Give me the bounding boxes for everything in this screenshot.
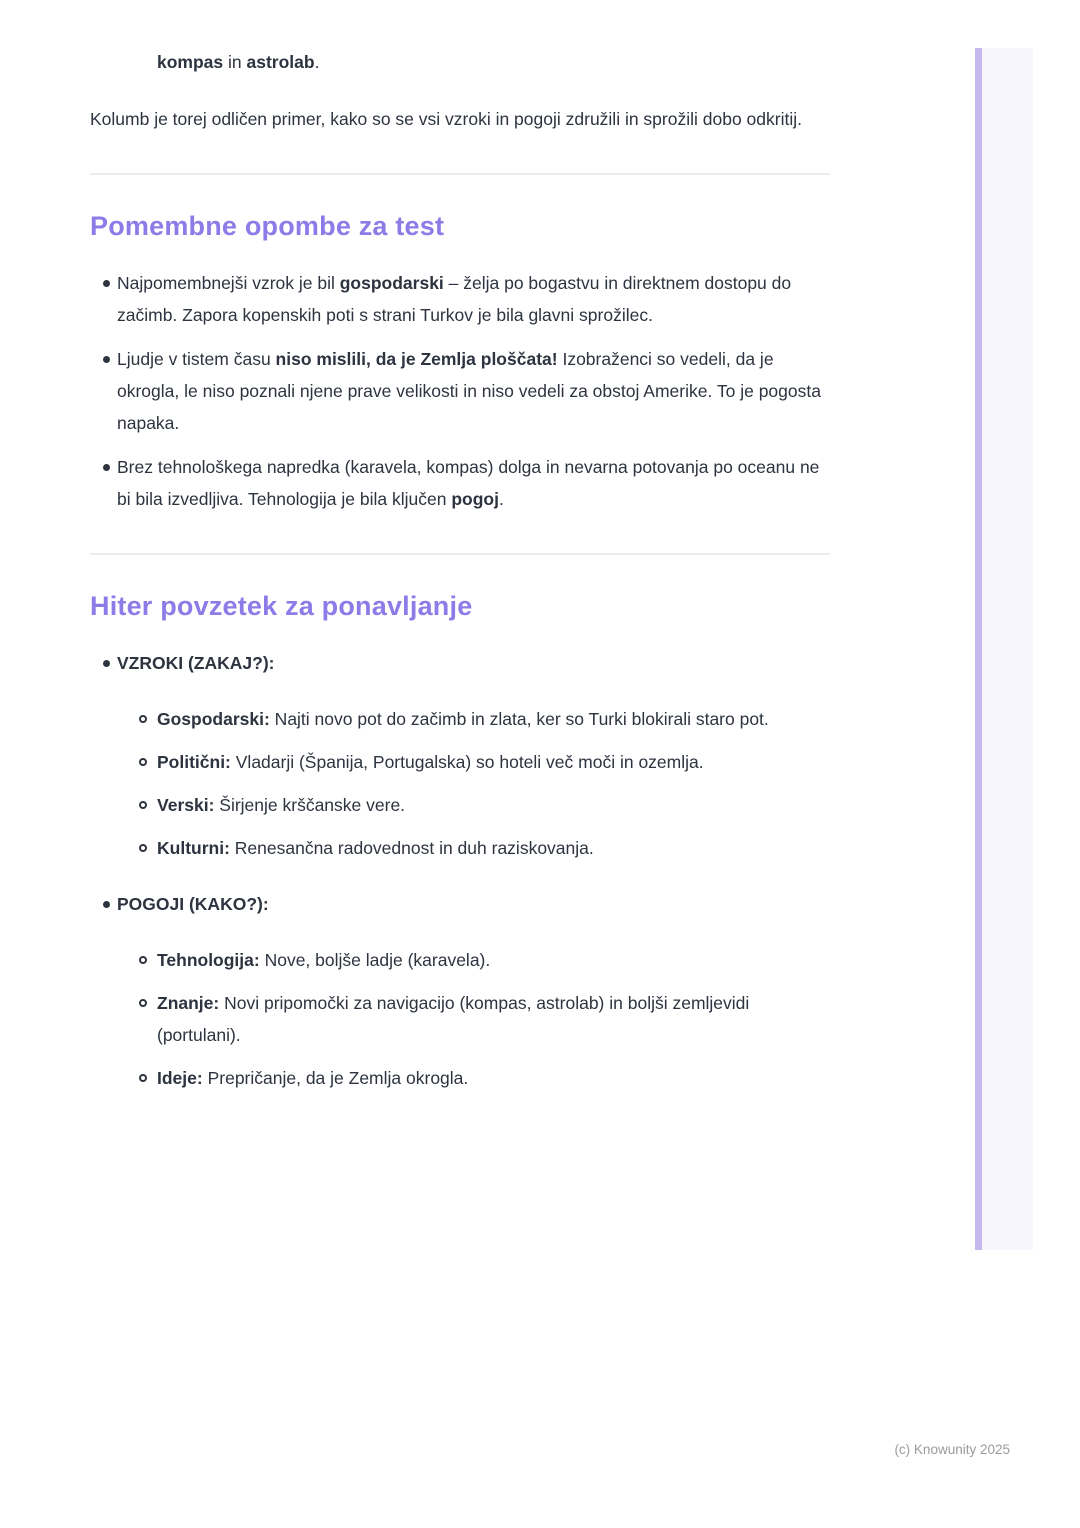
sublist-item xyxy=(117,1062,830,1094)
copyright-notice: (c) Knowunity 2025 xyxy=(894,1442,1010,1457)
next-page-edge-bar xyxy=(975,48,982,1250)
sublist-item xyxy=(117,789,830,821)
list-item-pogoji xyxy=(90,888,830,1106)
sublist-item-text: Tehnologija: Nove, boljše ladje (karavela). xyxy=(157,950,491,970)
section-divider xyxy=(90,553,830,555)
section-heading-summary: Hiter povzetek za ponavljanje xyxy=(90,591,473,621)
sublist-item xyxy=(117,703,830,735)
list-item-text: Najpomembnejši vzrok je bil gospodarski – želja po bogastvu in direktnem dostopu do začimb. Zapora kopenskih poti s strani Turkov je bila glavni sprožilec. xyxy=(117,273,792,325)
bullet-icon xyxy=(103,280,110,287)
circle-bullet-icon xyxy=(139,999,147,1007)
list-item-text: Ljudje v tistem času niso mislili, da je Zemlja ploščata! Izobraženci so vedeli, da je okrogla, le niso poznali njene prave velikosti in niso vedeli za obstoj Amerike. To je pogosta napaka. xyxy=(117,349,821,433)
sublist-item-text: Znanje: Novi pripomočki za navigacijo (kompas, astrolab) in boljši zemljevidi (portulani). xyxy=(157,993,750,1045)
continuation-line: kompas in astrolab. xyxy=(157,52,320,72)
test-notes-list xyxy=(90,267,830,515)
sublist-item xyxy=(117,987,830,1051)
list-item xyxy=(90,267,830,331)
sublist-item-text: Gospodarski: Najti novo pot do začimb in zlata, ker so Turki blokirali staro pot. xyxy=(157,709,769,729)
bullet-icon xyxy=(103,901,110,908)
sublist-item-text: Verski: Širjenje krščanske vere. xyxy=(157,795,406,815)
next-page-preview xyxy=(982,48,1033,1250)
circle-bullet-icon xyxy=(139,801,147,809)
section-divider xyxy=(90,173,830,175)
sublist-item xyxy=(117,944,830,976)
bullet-icon xyxy=(103,356,110,363)
pogoji-sublist xyxy=(117,944,830,1094)
sublist-item xyxy=(117,832,830,864)
sublist-item xyxy=(117,746,830,778)
list-item-text: Brez tehnološkega napredka (karavela, kompas) dolga in nevarna potovanja po oceanu ne bi bila izvedljiva. Tehnologija je bila ključen pogoj. xyxy=(117,457,820,509)
section-heading-test-notes: Pomembne opombe za test xyxy=(90,211,445,241)
document-content xyxy=(90,46,830,1118)
sublist-item-text: Kulturni: Renesančna radovednost in duh raziskovanja. xyxy=(157,838,594,858)
bullet-icon xyxy=(103,660,110,667)
sublist-item-text: Ideje: Prepričanje, da je Zemlja okrogla. xyxy=(157,1068,469,1088)
list-item xyxy=(90,343,830,439)
bullet-icon xyxy=(103,464,110,471)
circle-bullet-icon xyxy=(139,844,147,852)
list-item-vzroki xyxy=(90,647,830,876)
summary-list xyxy=(90,647,830,1106)
circle-bullet-icon xyxy=(139,758,147,766)
group-title: VZROKI (ZAKAJ?): xyxy=(117,653,275,673)
list-item xyxy=(90,451,830,515)
sublist-item-text: Politični: Vladarji (Španija, Portugalska) so hoteli več moči in ozemlja. xyxy=(157,752,704,772)
circle-bullet-icon xyxy=(139,956,147,964)
vzroki-sublist xyxy=(117,703,830,864)
circle-bullet-icon xyxy=(139,715,147,723)
circle-bullet-icon xyxy=(139,1074,147,1082)
intro-paragraph: Kolumb je torej odličen primer, kako so se vsi vzroki in pogoji združili in sprožili dobo odkritij. xyxy=(90,109,802,129)
group-title: POGOJI (KAKO?): xyxy=(117,894,269,914)
